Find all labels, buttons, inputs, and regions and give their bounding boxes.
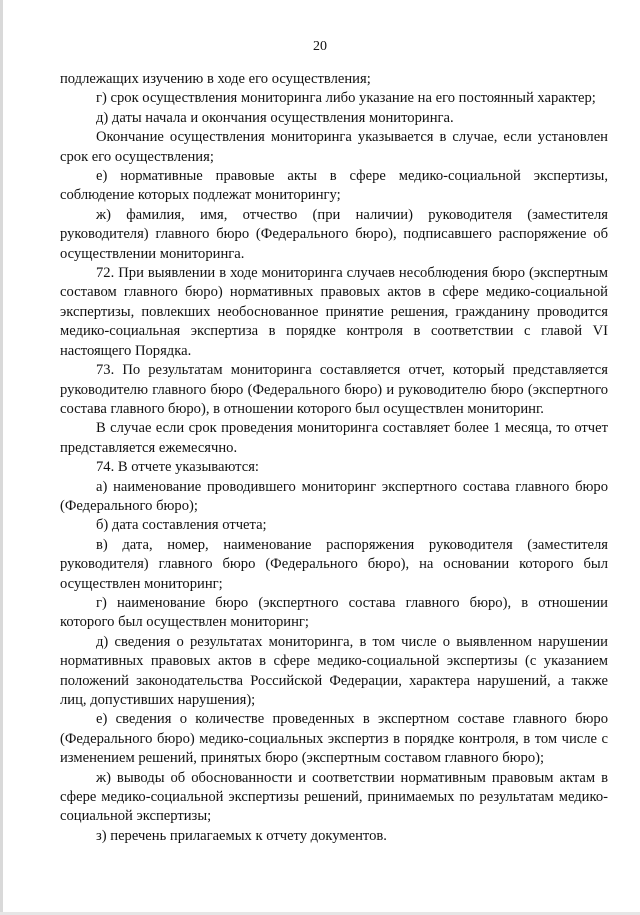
paragraph-report-item-e: е) сведения о количестве проведенных в экспертном составе главного бюро (Федерального бюро) медико-социальных экспертиз в порядке контроля, в том числе с изменением решений, принятых бюро (экспертным составом главного бюро); <box>60 711 608 767</box>
page-number: 20 <box>313 39 327 54</box>
paragraph-item-zh: ж) фамилия, имя, отчество (при наличии) руководителя (заместителя руководителя) главного бюро (Федерального бюро), подписавшего распоряжение об осуществлении мониторинга. <box>60 206 608 262</box>
document-body <box>60 70 608 846</box>
paragraph-item-g: г) срок осуществления мониторинга либо указание на его постоянный характер; <box>96 90 596 107</box>
paragraph-report-item-g: г) наименование бюро (экспертного состава главного бюро), в отношении которого был осуществлен мониторинг; <box>60 594 608 631</box>
paragraph-monitoring-end: Окончание осуществления мониторинга указывается в случае, если установлен срок его осуществления; <box>60 129 608 165</box>
paragraph-clause-74: 74. В отчете указываются: <box>96 459 259 476</box>
paragraph-item-e: е) нормативные правовые акты в сфере медико-социальной экспертизы, соблюдение которых подлежат мониторингу; <box>60 168 608 204</box>
paragraph-report-item-d: д) сведения о результатах мониторинга, в том числе о выявленном нарушении нормативных правовых актов в сфере медико-социальной экспертизы (с указанием положений законодательства Российской Федерации, характера нарушений, а также лиц, допустивших нарушения); <box>60 633 608 708</box>
paragraph-clause-72: 72. При выявлении в ходе мониторинга случаев несоблюдения бюро (экспертным составом главного бюро) нормативных правовых актов в сфере медико-социальной экспертизы, повлекших необоснованное принятие решения, гражданину проводится медико-социальная экспертиза в порядке контроля в соответствии с главой VI настоящего Порядка. <box>60 265 608 359</box>
paragraph-report-item-b: б) дата составления отчета; <box>96 517 267 534</box>
paragraph-item-d: д) даты начала и окончания осуществления мониторинга. <box>96 109 454 126</box>
paragraph-report-item-a: а) наименование проводившего мониторинг экспертного состава главного бюро (Федерального бюро); <box>60 478 608 514</box>
paragraph-monthly-report: В случае если срок проведения мониторинга составляет более 1 месяца, то отчет представляется ежемесячно. <box>60 420 608 456</box>
paragraph-clause-73: 73. По результатам мониторинга составляется отчет, который представляется руководителю главного бюро (Федерального бюро) и руководителю бюро (экспертного состава главного бюро), в отношении которого был осуществлен мониторинг. <box>60 362 608 417</box>
paragraph-report-item-zh: ж) выводы об обоснованности и соответствии нормативным правовым актам в сфере медико-социальной экспертизы решений, принимаемых по результатам медико-социальной экспертизы; <box>60 769 608 825</box>
paragraph-report-item-v: в) дата, номер, наименование распоряжения руководителя (заместителя руководителя) главного бюро (Федерального бюро), на основании которого был осуществлен мониторинг; <box>60 536 608 592</box>
paragraph-continuation: подлежащих изучению в ходе его осуществления; <box>60 71 371 87</box>
paragraph-report-item-z: з) перечень прилагаемых к отчету документов. <box>96 827 387 844</box>
scan-edge-left <box>0 0 3 915</box>
